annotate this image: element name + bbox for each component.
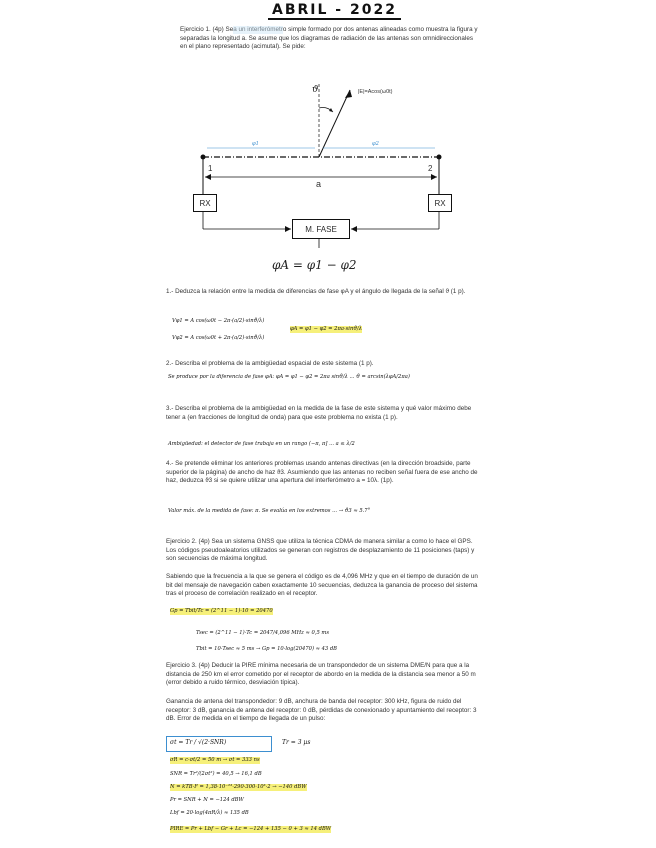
answer-4: Valor máx. de la medida de fase: π. Se evalúa en los extremos ... → ϑ3 ≈ 5.7° xyxy=(168,508,371,514)
answer-1-result: φA = φ1 − φ2 = 2πa·sinϑ/λ xyxy=(290,326,363,332)
answer-1-line-1: Vφ1 = A cos(ω0t − 2π·(a/2)·sinϑ/λ) xyxy=(172,318,265,324)
highlight-mark xyxy=(233,26,283,34)
receiver-1-box: RX xyxy=(193,194,217,212)
exercise-3-eq-1: σt = Tr / √(2·SNR) xyxy=(170,739,227,746)
question-1: 1.- Deduzca la relación entre la medida de diferencias de fase φA y el ángulo de llegada de la señal ϑ (1 p). xyxy=(166,288,466,295)
antenna-2-label: 2 xyxy=(428,164,433,173)
phase-meter-box: M. FASE xyxy=(292,219,350,239)
phase-formula: φA = φ1 − φ2 xyxy=(272,258,357,272)
answer-3: Ambigüedad: el detector de fase trabaja en un rango (−π, π] ... a ≤ λ/2 xyxy=(168,441,355,447)
exercise-3-data: Ganancia de antena del transpondedor: 9 dB, anchura de banda del receptor: 300 kHz, figura de ruido del receptor: 3 dB, ganancia de antena del receptor: 0 dB, pérdidas de conexionado y apuntamiento del receptor: 3 dB. Error de medida en el tiempo de llegada de un pulso: xyxy=(166,698,477,723)
answer-2: Se produce por la diferencia de fase φA: φA = φ1 − φ2 = 2πa sinϑ/λ ... ϑ = arcsin(λφA/2πa) xyxy=(168,374,410,380)
exercise-3-work-2: SNR = Tr²/(2σt²) = 40,5 → 16,1 dB xyxy=(170,771,262,777)
exercise-3-intro: Ejercicio 3. (4p) Deducir la PIRE mínima necesaria de un transpondedor de un sistema DME/N para que a la distancia de 250 km el error cometido por el receptor de abordo en la medida de la distancia sea menor a 50 m (error debido a ruido térmico, desviación típica). xyxy=(166,662,476,687)
separation-label: a xyxy=(316,179,322,189)
antenna-1-label: 1 xyxy=(208,164,213,173)
exercise-3-work-4: Pr = SNR + N = −124 dBW xyxy=(170,797,244,803)
receiver-2-box: RX xyxy=(428,194,452,212)
question-3: 3.- Describa el problema de la ambigüedad en la medida de la fase de este sistema y qué valor máximo debe tener a (en fracciones de longitud de onda) para que este problema no exista (1 p). xyxy=(166,405,472,421)
exercise-2-body: Sabiendo que la frecuencia a la que se genera el código es de 4,096 MHz y que en el tiempo de duración de un bit del mensaje de navegación caben exactamente 10 secuencias, deduzca la ganancia de proceso del sistema tras el proceso de correlación realizado en el receptor. xyxy=(166,573,478,598)
exercise-1-intro: Ejercicio 1. (4p) Sea un interferómetro simple formado por dos antenas alineadas como muestra la figura y separadas la longitud a. Se asume que los diagramas de radiación de las antenas son omnidireccionales en el plano representado (acimutal). Se pide: xyxy=(180,26,478,51)
exercise-3-work-1: σR = c·σt/2 = 50 m → σt = 333 ns xyxy=(170,757,260,763)
exercise-3-work-3: N = kTB·F = 1,38·10⁻²³·290·300·10³·2 → −140 dBW xyxy=(170,784,307,790)
exercise-2-intro: Ejercicio 2. (4p) Sea un sistema GNSS que utiliza la técnica CDMA de manera similar a como lo hace el GPS. Los códigos pseudoaleatorios utilizados se generan con registros de desplazamiento de 11 posiciones (taps) y son secuencias de máxima longitud. xyxy=(166,538,475,563)
exercise-2-work-1: Gp = Tbit/Tc = (2^11 − 1)·10 = 20470 xyxy=(170,608,273,614)
phi2-label: φ2 xyxy=(372,141,379,147)
theta-label: ϑ xyxy=(312,85,319,95)
phi1-label: φ1 xyxy=(252,141,259,147)
page-title: ABRIL - 2022 xyxy=(272,2,397,18)
exercise-2-work-3: Tbit = 10·Tsec ≈ 5 ms → Gp = 10·log(20470) ≈ 43 dB xyxy=(196,646,337,652)
field-label: |E|=Acos(ω0t) xyxy=(358,89,393,95)
interferometer-figure xyxy=(195,78,455,283)
exercise-3-work-5: Lbf = 20·log(4πR/λ) ≈ 135 dB xyxy=(170,810,249,816)
question-2: 2.- Describa el problema de la ambigüedad espacial de este sistema (1 p). xyxy=(166,360,374,367)
question-4: 4.- Se pretende eliminar los anteriores problemas usando antenas directivas (en la dirección broadside, parte superior de la página) de ancho de haz ϑ3. Asumiendo que las antenas no reciben señal fuera de ese ancho de haz, deduzca ϑ3 si se quiere utilizar una apertura del interferómetro a = 10λ. (1p). xyxy=(166,460,478,485)
exercise-3-work-6: PIRE = Pr + Lbf − Gr + Lc = −124 + 135 − 0 + 3 ≈ 14 dBW xyxy=(170,826,332,832)
exercise-2-work-2: Tsec = (2^11 − 1)·Tc = 2047/4,096 MHz ≈ 0,5 ms xyxy=(196,630,330,636)
answer-1-line-2: Vφ2 = A cos(ω0t + 2π·(a/2)·sinϑ/λ) xyxy=(172,335,265,341)
exercise-3-eq-2: Tr = 3 µs xyxy=(282,739,311,746)
